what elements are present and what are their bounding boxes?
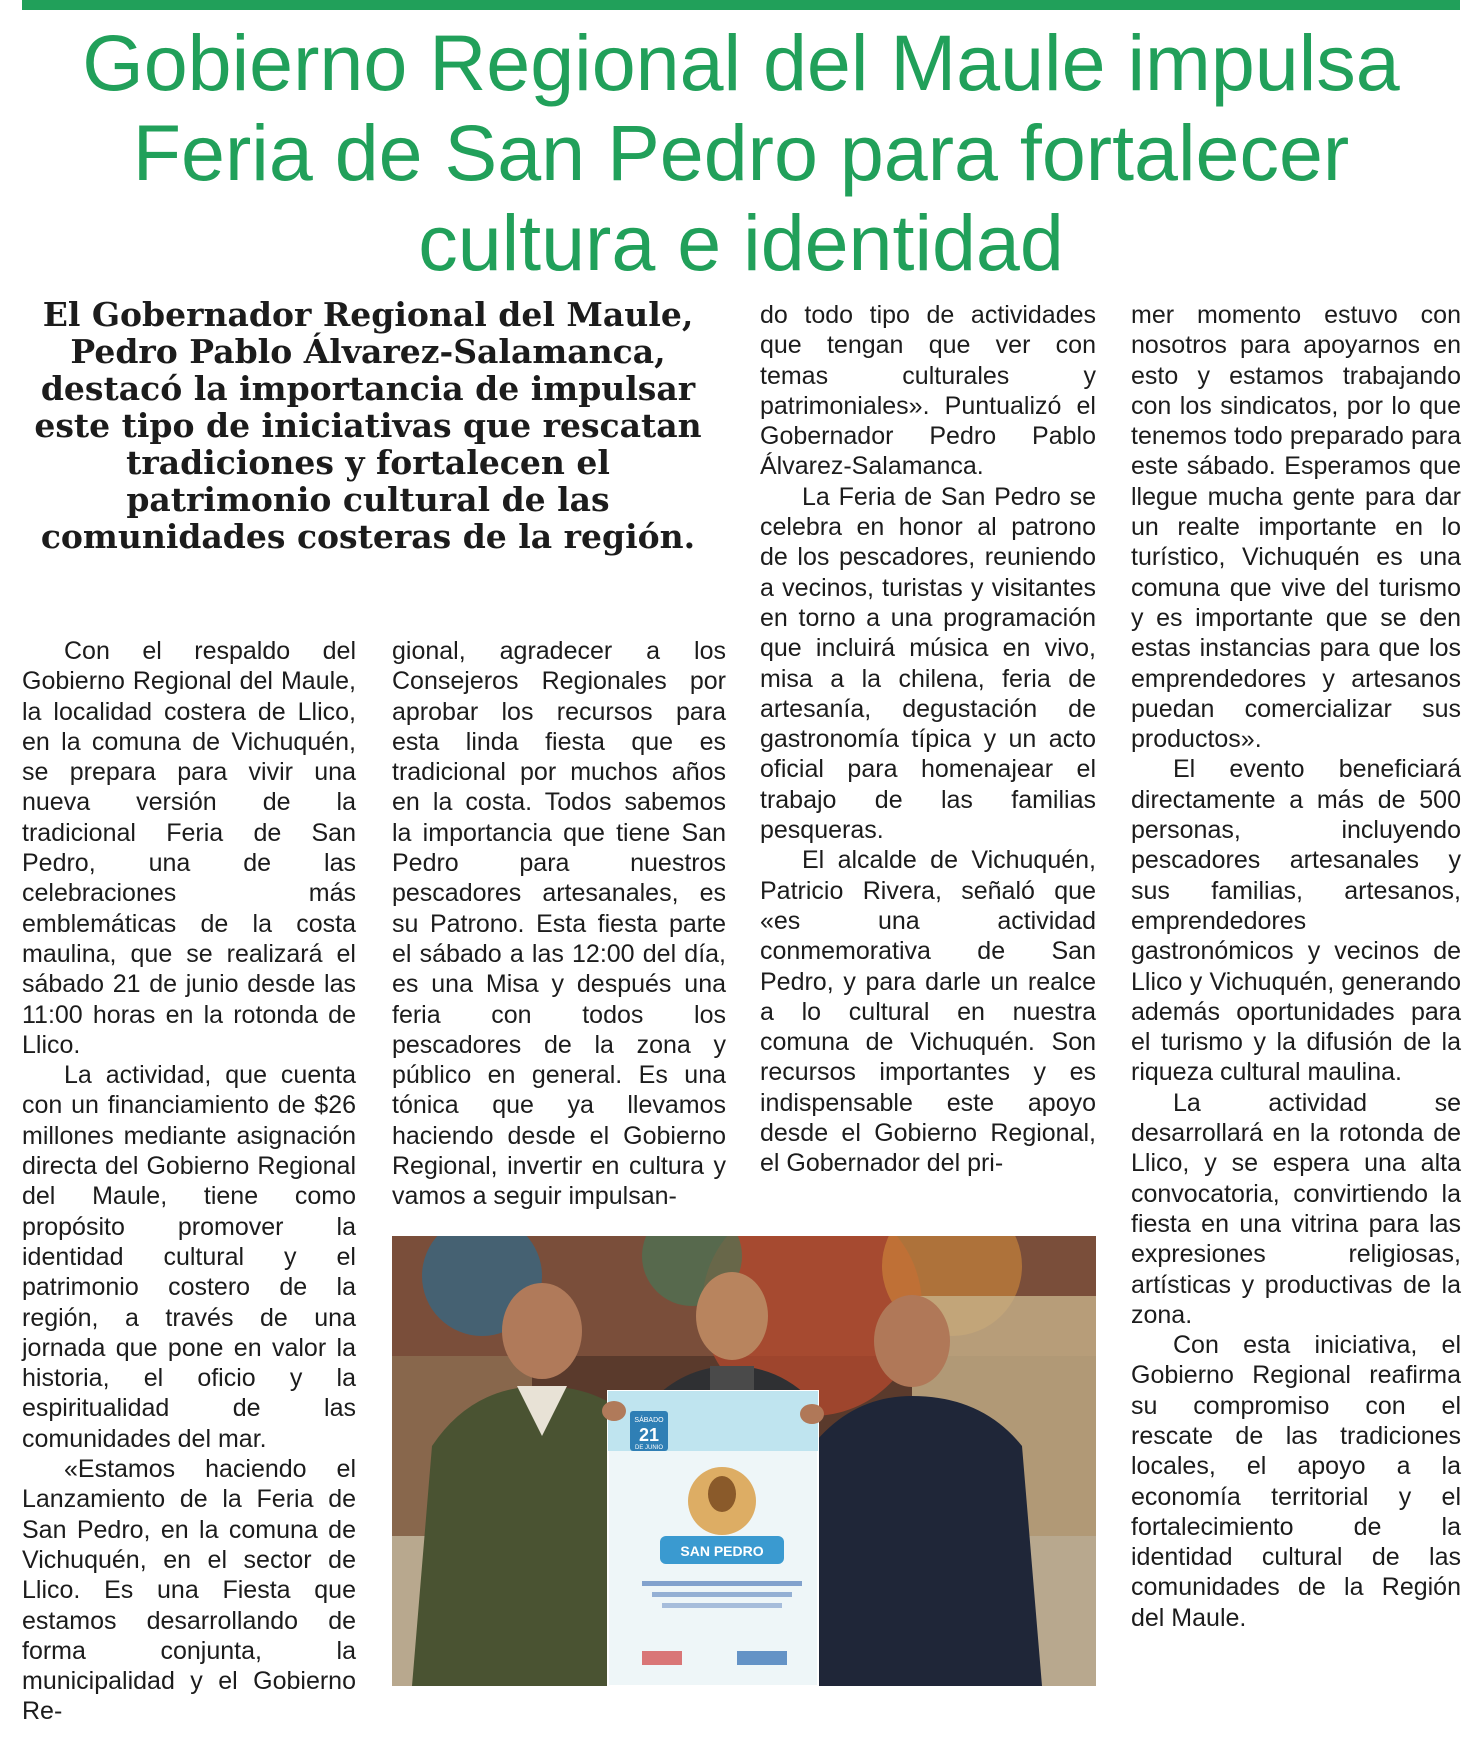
paragraph: «Estamos haciendo el Lanzamiento de la Feria de San Pedro, en la comuna de Vichuquén, en el sector de Llico. Es una Fiesta que estamos desarrollando de forma conjunta, la municipalidad y el Gobierno Re- bbox=[22, 1455, 356, 1726]
paragraph: Con el respaldo del Gobierno Regional del Maule, la localidad costera de Llico, en la comuna de Vichuquén, se prepara para vivir una nueva versión de la tradicional Feria de San Pedro, una de las celebraciones más emblemáticas de la costa maulina, que se realizará el sábado 21 de junio desde las 11:00 horas en la rotonda de Llico. bbox=[22, 637, 356, 1059]
paragraph: El evento beneficiará directamente a más de 500 personas, incluyendo pescadores artesanales y sus familias, artesanos, emprendedores gastronómicos y vecinos de Llico y Vichuquén, generando además oportunidades para el turismo y la difusión de la riqueza cultural maulina. bbox=[1131, 755, 1461, 1087]
paragraph: La actividad se desarrollará en la rotonda de Llico, y se espera una alta convocatoria, convirtiendo la fiesta en una vitrina para las expresiones religiosas, artísticas y productivas de la zona. bbox=[1131, 1088, 1461, 1329]
poster-month: DE JUNIO bbox=[634, 1445, 664, 1451]
article-lead: El Gobernador Regional del Maule, Pedro Pablo Álvarez-Salamanca, destacó la importancia de impulsar este tipo de iniciativas que rescatan tradiciones y fortalecen el patrimonio cultural de las comunidades costeras de la región. bbox=[34, 295, 702, 556]
article-photo bbox=[392, 1236, 1096, 1686]
poster-number: 21 bbox=[638, 1425, 660, 1445]
text-column-4 bbox=[1131, 300, 1461, 1633]
poster-day: SÁBADO bbox=[634, 1417, 664, 1424]
paragraph: Con esta iniciativa, el Gobierno Regional reafirma su compromiso con el rescate de las tradiciones locales, el apoyo a la economía territorial y el fortalecimiento de la identidad cultural de las comunidades de la Región del Maule. bbox=[1131, 1331, 1461, 1632]
paragraph: La Feria de San Pedro se celebra en honor al patrono de los pescadores, reuniendo a vecinos, turistas y visitantes en torno a una programación que incluirá música en vivo, misa a la chilena, feria de artesanía, degustación de gastronomía típica y un acto oficial para homenajear el trabajo de las familias pesqueras. bbox=[760, 482, 1096, 845]
text-column-1 bbox=[22, 636, 356, 1727]
paragraph: do todo tipo de actividades que tengan que ver con temas culturales y patrimoniales». Puntualizó el Gobernador Pedro Pablo Álvarez-Salamanca. bbox=[760, 301, 1096, 481]
poster-title: SAN PEDRO bbox=[680, 1543, 764, 1559]
text-column-3 bbox=[760, 300, 1096, 1179]
text-column-2 bbox=[392, 636, 726, 1212]
paragraph: La actividad, que cuenta con un financiamiento de $26 millones mediante asignación directa del Gobierno Regional del Maule, tiene como propósito promover la identidad cultural y el patrimonio costero de la región, a través de una jornada que pone en valor la historia, el oficio y la espiritualidad de las comunidades del mar. bbox=[22, 1061, 356, 1453]
paragraph: mer momento estuvo con nosotros para apoyarnos en esto y estamos trabajando con los sindicatos, por lo que tenemos todo preparado para este sábado. Esperamos que llegue mucha gente para dar un realte importante en lo turístico, Vichuquén es una comuna que vive del turismo y es importante que se den estas instancias para que los emprendedores y artesanos puedan comercializar sus productos». bbox=[1131, 301, 1461, 754]
top-accent-bar bbox=[22, 0, 1460, 10]
article-headline: Gobierno Regional del Maule impulsa Feria de San Pedro para fortalecer cultura e identidad bbox=[82, 18, 1400, 287]
paragraph: El alcalde de Vichuquén, Patricio Rivera, señaló que «es una actividad conmemorativa de San Pedro, y para darle un realce a lo cultural en nuestra comuna de Vichuquén. Son recursos importantes y es indispensable este apoyo desde el Gobierno Regional, el Gobernador del pri- bbox=[760, 846, 1096, 1178]
paragraph: gional, agradecer a los Consejeros Regionales por aprobar los recursos para esta linda fiesta que es tradicional por muchos años en la costa. Todos sabemos la importancia que tiene San Pedro para nuestros pescadores artesanales, es su Patrono. Esta fiesta parte el sábado a las 12:00 del día, es una Misa y después una feria con todos los pescadores de la zona y público en general. Es una tónica que ya llevamos haciendo desde el Gobierno Regional, invertir en cultura y vamos a seguir impulsan- bbox=[392, 637, 726, 1211]
